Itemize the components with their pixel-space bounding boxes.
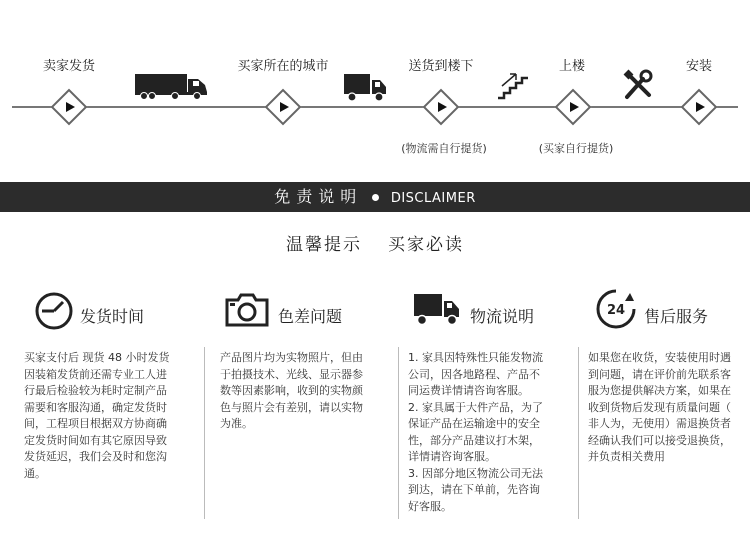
text-line: 保证产品在运输途中的安全 xyxy=(408,417,540,430)
stairs-icon xyxy=(496,72,530,100)
24h-service-icon xyxy=(594,287,638,331)
text-line: 1. 家具因特殊性只能发物流 xyxy=(408,351,543,364)
banner-subtitle: DISCLAIMER xyxy=(390,191,476,206)
text-line: 行最后检验较为耗时定制产品 xyxy=(24,384,167,397)
tips-right: 买家必读 xyxy=(388,235,464,255)
tools-icon xyxy=(623,69,655,101)
text-line: 2. 家具属于大件产品，为了 xyxy=(408,400,543,414)
text-line: 同运费详情请咨询客服。 xyxy=(408,384,529,397)
text-line: 如果您在收货，安装使用时遇 xyxy=(588,351,731,364)
text-line: 间，工程项目根据双方协商确 xyxy=(24,417,167,430)
step-label-buyer-city: 买家所在的城市 xyxy=(237,59,329,74)
play-icon xyxy=(280,102,289,112)
small-truck-icon xyxy=(344,72,388,102)
tips-left: 温馨提示 xyxy=(286,235,362,255)
text-line: 非人为，无使用）需退换货者 xyxy=(588,417,731,430)
column-divider xyxy=(398,347,399,519)
col-text-after-sales xyxy=(588,350,748,466)
text-line: 服为您提供解决方案，如果在 xyxy=(588,384,731,397)
text-line: 通。 xyxy=(24,466,46,480)
col-title-after-sales: 售后服务 xyxy=(644,307,709,326)
camera-icon xyxy=(224,292,270,328)
text-line: 定发货时间如有其它原因导致 xyxy=(24,433,167,447)
text-line: 因装箱发货前还需专业工人进 xyxy=(24,367,167,381)
process-line xyxy=(12,106,738,108)
col-text-color-difference xyxy=(220,350,390,433)
play-icon xyxy=(696,102,705,112)
text-line: 买家支付后 现货 48 小时发货 xyxy=(24,351,170,364)
text-line: 并负责相关费用 xyxy=(588,450,665,463)
step-note-buyer-pickup: (买家自行提货) xyxy=(538,142,614,155)
text-line: 数等因素影响，收到的实物颜 xyxy=(220,384,363,397)
text-line: 经确认我们可以接受退换货， xyxy=(588,433,731,447)
play-icon xyxy=(570,102,579,112)
col-text-logistics xyxy=(408,350,578,515)
col-title-color-difference: 色差问题 xyxy=(278,307,343,326)
text-line: 收到货物后发现有质量问题（ xyxy=(588,400,731,414)
text-line: 到问题，请在评价前先联系客 xyxy=(588,367,731,381)
disclaimer-banner xyxy=(0,182,750,212)
text-line: 好客服。 xyxy=(408,499,452,513)
bullet-dot xyxy=(372,194,379,201)
banner-title: 免责说明 xyxy=(274,187,363,206)
step-note-logistics-pickup: (物流需自行提货) xyxy=(401,142,487,155)
text-line: 为准。 xyxy=(220,417,253,430)
text-line: 公司，因各地路程、产品不 xyxy=(408,367,540,381)
text-line: 色与照片会有差别，请以实物 xyxy=(220,400,363,414)
col-title-logistics: 物流说明 xyxy=(470,307,535,326)
play-icon xyxy=(438,102,447,112)
clock-icon xyxy=(34,291,74,331)
step-label-upstairs: 上楼 xyxy=(558,59,586,74)
step-label-install: 安装 xyxy=(685,59,713,74)
large-truck-icon xyxy=(135,72,211,100)
text-line: 产品图片均为实物照片，但由 xyxy=(220,351,363,364)
truck-icon xyxy=(413,291,461,327)
tips-heading xyxy=(0,230,750,255)
column-divider xyxy=(578,347,579,519)
text-line: 性，部分产品建议打木架， xyxy=(408,433,540,447)
col-text-shipping-time xyxy=(24,350,196,482)
step-label-seller-ship: 卖家发货 xyxy=(42,59,96,74)
play-icon xyxy=(66,102,75,112)
column-divider xyxy=(204,347,205,519)
text-line: 需要和客服沟通，确定发货时 xyxy=(24,400,167,414)
col-title-shipping-time: 发货时间 xyxy=(80,307,145,326)
24h-label: 24 xyxy=(606,303,626,318)
text-line: 详情请咨询客服。 xyxy=(408,450,496,463)
step-label-deliver-downstairs: 送货到楼下 xyxy=(408,59,474,74)
text-line: 发货延迟，我们会及时和您沟 xyxy=(24,450,167,463)
text-line: 3. 因部分地区物流公司无法 xyxy=(408,466,543,480)
text-line: 到达，请在下单前，先咨询 xyxy=(408,483,540,496)
text-line: 于拍摄技术、光线、显示器参 xyxy=(220,367,363,381)
